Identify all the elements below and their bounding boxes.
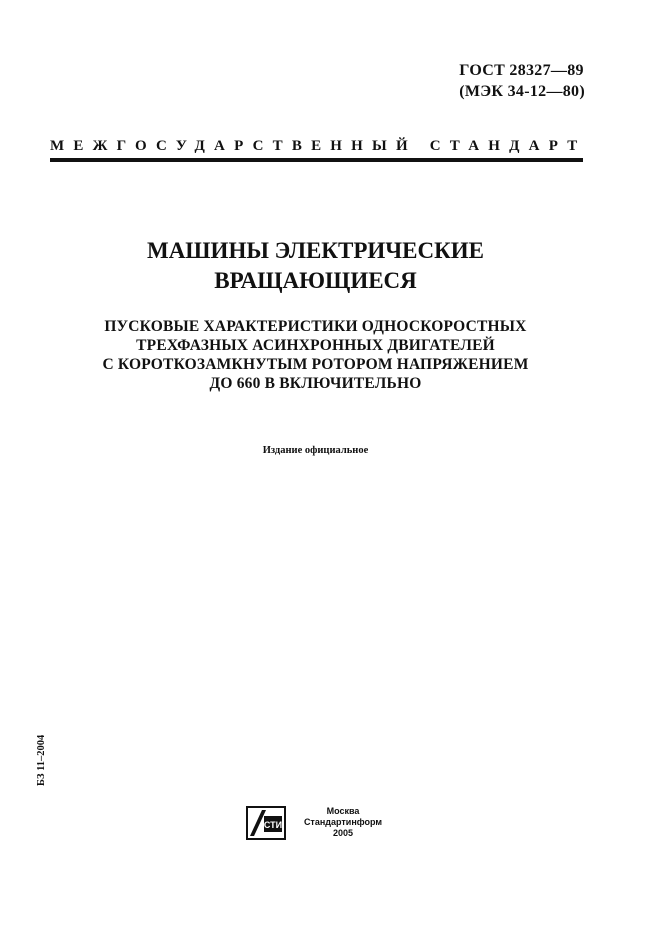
publisher-year: 2005: [332, 828, 354, 838]
document-subtitle: [0, 317, 631, 393]
publisher-name: Стандартинформ: [303, 817, 383, 827]
subtitle-line-1: ПУСКОВЫЕ ХАРАКТЕРИСТИКИ ОДНОСКОРОСТНЫХ: [104, 318, 527, 335]
standard-code: ГОСТ 28327—89: [459, 62, 584, 79]
standartinform-logo-icon: [246, 806, 286, 840]
interstate-standard-banner: МЕЖГОСУДАРСТВЕННЫЙ СТАНДАРТ: [50, 138, 587, 154]
publisher-city: Москва: [326, 806, 360, 816]
document-title: [0, 236, 631, 296]
subtitle-line-4: ДО 660 В ВКЛЮЧИТЕЛЬНО: [209, 375, 422, 392]
logo-lettering: СТИ: [263, 820, 283, 830]
banner-divider: [50, 158, 583, 162]
publisher-block: [295, 806, 391, 839]
subtitle-line-3: С КОРОТКОЗАМКНУТЫМ РОТОРОМ НАПРЯЖЕНИЕМ: [102, 356, 529, 373]
iec-code: (МЭК 34-12—80): [459, 83, 585, 100]
standard-code-block: [459, 60, 585, 102]
title-line-2: ВРАЩАЮЩИЕСЯ: [214, 268, 417, 293]
edition-note: Издание официальное: [262, 445, 369, 456]
side-catalog-code: БЗ 11–2004: [36, 734, 47, 786]
subtitle-line-2: ТРЕХФАЗНЫХ АСИНХРОННЫХ ДВИГАТЕЛЕЙ: [136, 337, 495, 354]
title-line-1: МАШИНЫ ЭЛЕКТРИЧЕСКИЕ: [146, 238, 484, 263]
